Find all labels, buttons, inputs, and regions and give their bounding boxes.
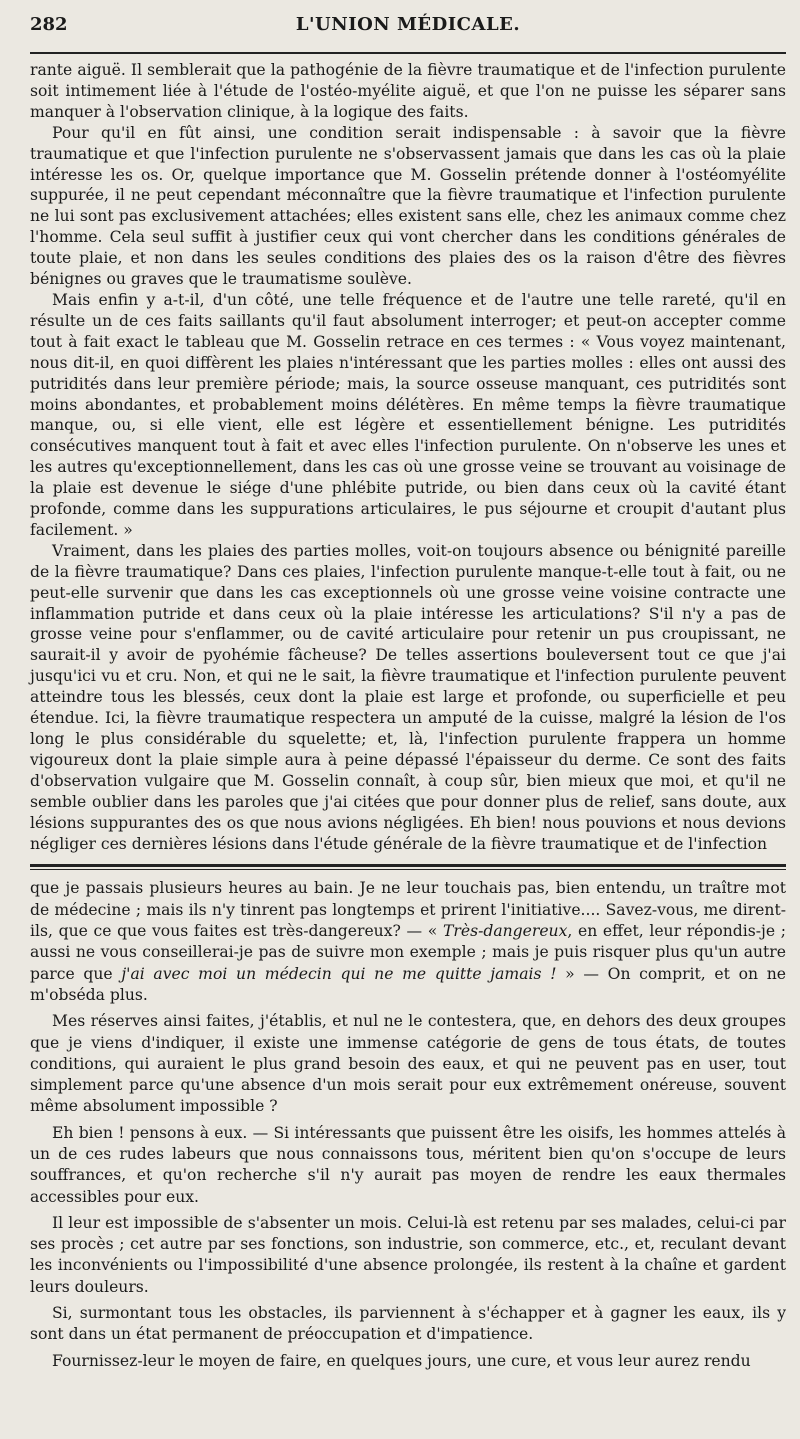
journal-title: L'UNION MÉDICALE. [295,14,521,35]
feuilleton-separator [30,864,786,870]
paragraph: que je passais plusieurs heures au bain. Je ne leur touchais pas, bien entendu, un traître mot de médecine ; mais ils n'y tinrent pas longtemps et prirent l'initiative.... Savez-vous, me dirent-ils, que ce que vous faites est très-dangereux? — « Très-dangereux, en effet, leur répondis-je ; aussi ne vous conseillerai-je pas de suivre mon exemple ; mais je puis risquer plus qu'un autre parce que j'ai avec moi un médecin qui ne me quitte jamais ! » — On comprit, et on ne m'obséda plus. [30,879,787,1004]
paragraph: Vraiment, dans les plaies des parties molles, voit-on toujours absence ou bénignité pareille de la fièvre traumatique? Dans ces plaies, l'infection purulente manque-t-elle tout à fait, ou ne peut-elle survenir que dans les cas exceptionnels où une grosse veine voisine contracte une inflammation putride et dans ceux où la plaie intéresse les articulations? S'il n'y a pas de grosse veine pour s'enflammer, ou de cavité articulaire pour retenir un pus croupissant, ne saurait-il y avoir de pyohémie fâcheuse? De telles assertions bouleversent tout ce que j'ai jusqu'ici vu et cru. Non, et qui ne le sait, la fièvre traumatique et l'infection purulente peuvent atteindre tous les blessés, ceux dont la plaie est large et profonde, ou superficielle et peu étendue. Ici, la fièvre traumatique respectera un amputé de la cuisse, malgré la lésion de l'os long le plus considérable du squelette; et, là, l'infection purulente frappera un homme vigoureux dont la plaie simple aura à peine dépassé l'épaisseur du derme. Ce sont des faits d'observation vulgaire que M. Gosselin connaît, à coup sûr, bien mieux que moi, et qu'il ne semble oublier dans les paroles que j'ai citées que pour donner plus de relief, sans doute, aux lésions suppurantes des os que nous avions négligées. Eh bien! nous pouvions et nous devions négliger ces dernières lésions dans l'étude générale de la fièvre traumatique et de l'infection [30,541,786,853]
paragraph: Mais enfin y a-t-il, d'un côté, une telle fréquence et de l'autre une telle rareté, qu'il en résulte un de ces faits saillants qu'il faut absolument interroger; et peut-on accepter comme tout à fait exact le tableau que M. Gosselin retrace en ces termes : « Vous voyez maintenant, nous dit-il, en quoi diffèrent les plaies n'intéressant que les parties molles : elles ont aussi des putridités dans leur première période; mais, la source osseuse manquant, ces putridités sont moins abondantes, et probablement moins délétères. En même temps la fièvre traumatique manque, ou, si elle vient, elle est légère et essentiellement bénigne. Les putridités consécutives manquent tout à fait et avec elles l'infection purulente. On n'observe les unes et les autres qu'exceptionnellement, dans les cas où une grosse veine se trouvant au voisinage de la plaie est devenue le siége d'une phlébite putride, ou bien dans ceux où la cavité étant profonde, comme dans les suppurations articulaires, le pus séjourne et croupit d'autant plus facilement. » [30,290,786,539]
header-rule [30,52,786,54]
paragraph: Eh bien ! pensons à eux. — Si intéressants que puissent être les oisifs, les hommes attelés à un de ces rudes labeurs que nous connaissons tous, méritent bien qu'on s'occupe de leurs souffrances, et qu'on recherche s'il n'y aurait pas moyen de rendre les eaux thermales accessibles pour eux. [30,1123,786,1206]
paragraph: Il leur est impossible de s'absenter un mois. Celui-là est retenu par ses malades, celui-ci par ses procès ; cet autre par ses fonctions, son industrie, son commerce, etc., et, reculant devant les inconvénients ou l'impossibilité d'une absence prolongée, ils restent à la chaîne et gardent leurs douleurs. [30,1213,786,1296]
paragraph: rante aiguë. Il semblerait que la pathogénie de la fièvre traumatique et de l'infection purulente soit intimement liée à l'étude de l'ostéo-myélite aiguë, et que l'on ne puisse les séparer sans manquer à l'observation clinique, à la logique des faits. [30,61,786,121]
page-number: 282 [30,14,68,35]
paragraph: Mes réserves ainsi faites, j'établis, et nul ne le contestera, que, en dehors des deux groupes que je viens d'indiquer, il existe une immense catégorie de gens de tous états, de toutes conditions, qui auraient le plus grand besoin des eaux, et qui ne peuvent pas en user, tout simplement parce qu'une absence d'un mois serait pour eux extrêmement onéreuse, souvent même absolument impossible ? [30,1012,786,1116]
paragraph: Fournissez-leur le moyen de faire, en quelques jours, une cure, et vous leur aurez rendu [52,1351,751,1370]
page-header [30,14,786,42]
paragraph: Si, surmontant tous les obstacles, ils parviennent à s'échapper et à gagner les eaux, ils y sont dans un état permanent de préoccupation et d'impatience. [30,1304,786,1344]
lower-feuilleton [30,878,786,1372]
upper-article [30,60,786,854]
paragraph: Pour qu'il en fût ainsi, une condition serait indispensable : à savoir que la fièvre traumatique et que l'infection purulente ne s'observassent jamais que dans les cas où la plaie intéresse les os. Or, quelque importance que M. Gosselin prétende donner à l'ostéomyélite suppurée, il ne peut cependant méconnaître que la fièvre traumatique et l'infection purulente ne lui sont pas exclusivement attachées; elles existent sans elle, chez les animaux comme chez l'homme. Cela seul suffit à justifier ceux qui vont chercher dans les conditions générales de toute plaie, et non dans les seules conditions des plaies des os la raison d'être des fièvres bénignes ou graves que le traumatisme soulève. [30,123,786,289]
